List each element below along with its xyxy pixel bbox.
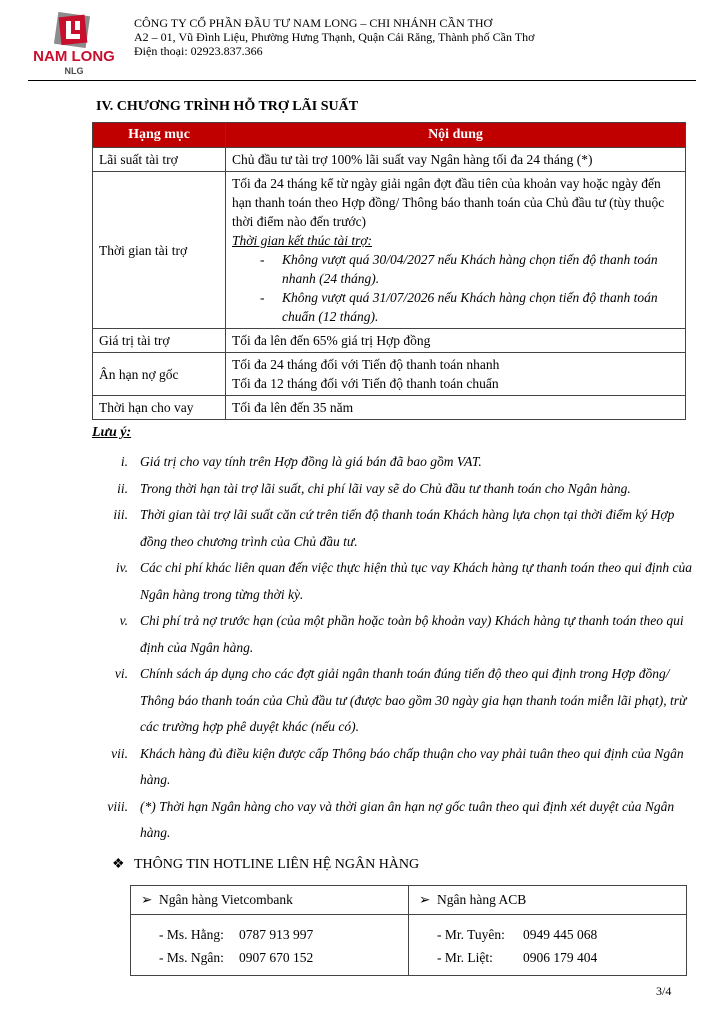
notes-list [92,449,692,847]
row-content [226,353,686,396]
note-text: Thời gian tài trợ lãi suất căn cứ trên tiến độ thanh toán Khách hàng lựa chọn tại thời điểm ký Hợp đồng theo chương trình của Chủ đầu tư. [140,507,675,549]
list-item [92,661,692,741]
company-address: A2 – 01, Vũ Đình Liệu, Phường Hưng Thạnh, Quận Cái Răng, Thành phố Cần Thơ [134,30,535,44]
table-row [93,396,686,420]
contact-phone: 0907 670 152 [239,950,314,965]
contact-phone: 0949 445 068 [523,927,598,942]
header-divider [28,80,696,81]
list-item [92,449,692,476]
company-info [134,16,534,58]
note-number: iv. [115,560,128,575]
note-text: Chi phí trả nợ trước hạn (của một phần hoặc toàn bộ khoản vay) Khách hàng tự thanh toán theo qui định của Ngân hàng. [140,613,684,655]
note-number: i. [120,454,128,469]
bank-name: Ngân hàng ACB [437,892,527,907]
row-content [226,172,686,329]
table-row [93,353,686,396]
contact-cell [131,915,409,976]
nam-long-logo-icon [54,12,94,48]
contact-phone: 0906 179 404 [523,950,598,965]
row-category: Thời gian tài trợ [93,172,226,329]
bank-cell [131,886,409,915]
interest-support-table [92,122,686,420]
contact-name: - Mr. Tuyên: [437,927,505,942]
notes-title: Lưu ý: [92,425,132,440]
contact-phone: 0787 913 997 [239,927,314,942]
row-category: Lãi suất tài trợ [93,148,226,172]
list-item [92,502,692,555]
list-item [92,476,692,503]
list-item [159,923,408,946]
contacts-row [131,915,687,976]
table-row [93,148,686,172]
logo-wordmark: NAM LONG [33,48,115,65]
arrow-bullet-icon: ➢ [141,892,153,907]
list-item [437,923,686,946]
bank-cell [409,886,687,915]
bank-name-row [131,886,687,915]
bank-name: Ngân hàng Vietcombank [159,892,293,907]
note-text: (*) Thời hạn Ngân hàng cho vay và thời gian ân hạn nợ gốc tuân theo qui định xét duyệt của Ngân hàng. [140,798,675,840]
company-name: CÔNG TY CỔ PHẦN ĐẦU TƯ NAM LONG – CHI NHÁNH CẦN THƠ [134,16,493,30]
diamond-bullet-icon: ❖ [112,857,125,872]
list-item [92,555,692,608]
list-item [437,946,686,969]
hotline-heading [112,856,419,873]
note-text: Khách hàng đủ điều kiện được cấp Thông báo chấp thuận cho vay phải tuân theo qui định của Ngân hàng. [140,745,684,787]
contact-cell [409,915,687,976]
table-row [93,329,686,353]
hotline-title: THÔNG TIN HOTLINE LIÊN HỆ NGÂN HÀNG [134,857,420,872]
list-item [159,946,408,969]
bank-contacts-table [130,885,687,976]
arrow-bullet-icon: ➢ [419,892,431,907]
note-text: Giá trị cho vay tính trên Hợp đồng là giá bán đã bao gồm VAT. [140,454,482,469]
header-category: Hạng mục [93,123,226,148]
list-item [92,608,692,661]
page-number: 3/4 [656,984,672,998]
note-text: Trong thời hạn tài trợ lãi suất, chi phí lãi vay sẽ do Chủ đầu tư thanh toán cho Ngân hàng. [140,480,631,496]
grace-line: Tối đa 24 tháng đối với Tiến độ thanh toán nhanh [232,357,500,372]
row-category: Giá trị tài trợ [93,329,226,353]
table-header-row [93,123,686,148]
document-header [0,0,724,82]
list-item [92,794,692,847]
end-date-item: - Không vượt quá 31/07/2026 nếu Khách hàng chọn tiến độ thanh toán chuẩn (12 tháng). [260,290,658,324]
contact-name: - Mr. Liệt: [437,950,493,965]
row-category: Ân hạn nợ gốc [93,353,226,396]
contact-name: - Ms. Hằng: [159,927,224,942]
note-number: v. [119,613,128,628]
note-text: Chính sách áp dụng cho các đợt giải ngân thanh toán đúng tiến độ theo qui định trong Hợp đồng/ Thông báo thanh toán của Chủ đầu tư (được bao gồm 30 ngày gia hạn thanh toán miễn lãi phạt), trừ các trường hợp phê duyệt khác (nếu có). [140,666,687,734]
note-text: Các chi phí khác liên quan đến việc thực hiện thủ tục vay Khách hàng tự thanh toán theo qui định của Ngân hàng trong từng thời kỳ. [140,560,692,602]
company-logo [28,12,120,76]
note-number: vi. [114,666,128,681]
end-date-title: Thời gian kết thúc tài trợ: [232,233,373,248]
table-row [93,172,686,329]
row-content: Chủ đầu tư tài trợ 100% lãi suất vay Ngân hàng tối đa 24 tháng (*) [226,148,686,172]
note-number: viii. [107,798,128,814]
logo-ticker: NLG [64,66,84,76]
header-content: Nội dung [226,123,686,148]
row-content: Tối đa lên đến 35 năm [226,396,686,420]
list-item [92,741,692,794]
note-number: ii. [117,480,128,496]
row-category: Thời hạn cho vay [93,396,226,420]
grace-line: Tối đa 12 tháng đối với Tiến độ thanh toán chuẩn [232,376,499,391]
contact-name: - Ms. Ngân: [159,950,224,965]
row-content: Tối đa lên đến 65% giá trị Hợp đồng [226,329,686,353]
support-period-text: Tối đa 24 tháng kể từ ngày giải ngân đợt đầu tiên của khoản vay hoặc ngày đến hạn thanh toán theo Hợp đồng/ Thông báo thanh toán của Chủ đầu tư (tùy thuộc thời điểm nào đến trước) [232,176,665,229]
note-number: vii. [111,745,128,761]
end-date-item: - Không vượt quá 30/04/2027 nếu Khách hàng chọn tiến độ thanh toán nhanh (24 tháng). [260,252,658,286]
section-title: IV. CHƯƠNG TRÌNH HỖ TRỢ LÃI SUẤT [96,99,359,114]
note-number: iii. [113,507,128,522]
company-phone: Điện thoại: 02923.837.366 [134,44,263,58]
